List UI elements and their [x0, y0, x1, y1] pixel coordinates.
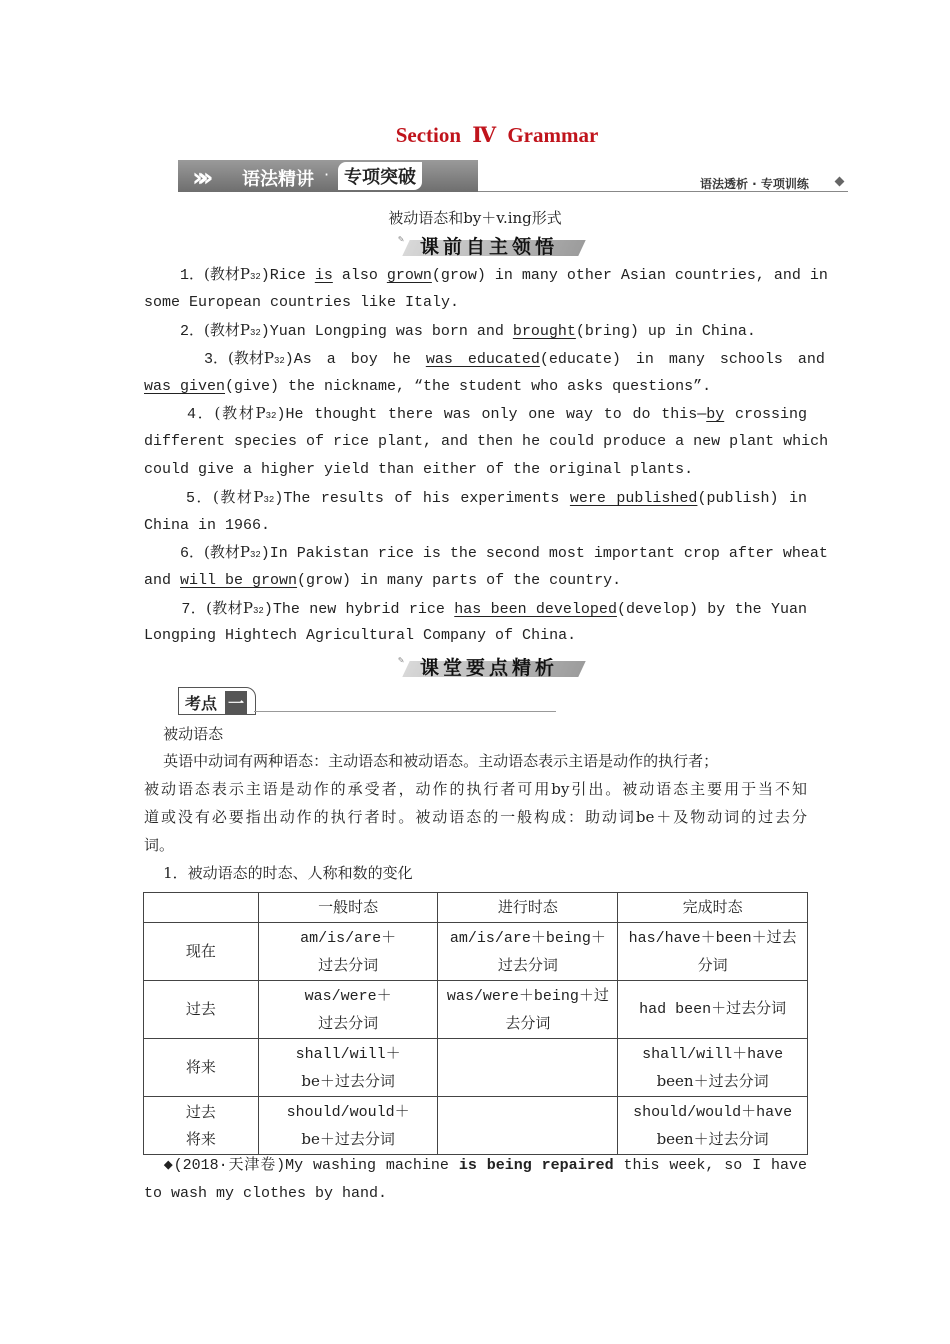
chevron-right-icon: »»	[192, 163, 202, 193]
section-header-label: 课前自主领悟	[420, 236, 559, 258]
answer-blank: were published	[569, 490, 698, 507]
para-line: 被动语态表示主语是动作的承受者，动作的执行者可用by引出。被动语态主要用于当不知	[144, 780, 807, 798]
exercise-1-line2: some European countries like Italy.	[144, 294, 460, 311]
answer-blank: was educated	[425, 351, 540, 368]
exercise-4-line3: could give a higher yield than either of the original plants.	[144, 461, 694, 478]
banner-label: 语法精讲	[242, 169, 314, 190]
list-heading: 1．被动语态的时态、人称和数的变化	[163, 864, 413, 882]
para-line: 英语中动词有两种语态：主动语态和被动语态。主动语态表示主语是动作的执行者；	[163, 752, 719, 770]
answer-blank: will be grown	[180, 572, 298, 589]
row-label: 将来	[144, 1039, 259, 1097]
header-cell: 一般时态	[258, 893, 438, 923]
para-line: 词。	[144, 836, 175, 854]
table-row	[144, 1097, 808, 1155]
diamond-icon	[835, 177, 845, 187]
section-banner	[178, 160, 478, 192]
exercise-2: 2．(教材P32)Yuan Longping was born and brought(bring) up in China.	[180, 321, 756, 340]
exercise-7: 7．(教材P32)The new hybrid rice has been developed(develop) by the Yuan	[181, 599, 808, 618]
exercise-6-line2: and will be grown(grow) in many parts of the country.	[144, 572, 622, 589]
table-cell: am/is/are＋ 过去分词	[258, 923, 438, 981]
banner-highlight-label: 专项突破	[338, 162, 422, 190]
exercise-3: 3．(教材P32)As a boy he was educated(educate) in many schools and	[204, 349, 825, 368]
table-cell: should/would＋ be＋过去分词	[258, 1097, 438, 1155]
exercise-6: 6．(教材P32)In Pakistan rice is the second most important crop after wheat	[180, 543, 828, 562]
pencil-icon: ✎	[398, 235, 405, 246]
table-row	[144, 923, 808, 981]
pencil-icon: ✎	[398, 656, 405, 667]
table-cell: am/is/are＋being＋ 过去分词	[438, 923, 618, 981]
kaodian-rule	[254, 711, 556, 712]
exercise-4: 4．(教材P32)He thought there was only one way to do this—by crossing	[186, 404, 807, 423]
table-cell: had been＋过去分词	[618, 981, 808, 1039]
page-title: Section Ⅳ Grammar	[395, 123, 599, 147]
answer-blank: by	[706, 406, 725, 423]
tense-table	[143, 892, 808, 1155]
section-header-class	[400, 653, 590, 677]
exercise-5: 5．(教材P32)The results of his experiments were published(publish) in	[186, 488, 807, 507]
answer-blank: is	[314, 267, 333, 284]
row-label: 现在	[144, 923, 259, 981]
banner-right-label: 语法透析 · 专项训练	[700, 177, 809, 191]
table-row	[144, 981, 808, 1039]
table-cell	[438, 1097, 618, 1155]
table-cell: has/have＋been＋过去 分词	[618, 923, 808, 981]
row-label: 过去 将来	[144, 1097, 259, 1155]
passive-heading: 被动语态	[163, 725, 224, 743]
row-label: 过去	[144, 981, 259, 1039]
answer-blank: was given	[144, 378, 226, 395]
answer-blank: grown	[386, 267, 432, 284]
subtitle: 被动语态和by＋v.ing形式	[388, 209, 562, 227]
kaodian-badge: 考点 一	[178, 687, 256, 715]
table-cell: was/were＋being＋过 去分词	[438, 981, 618, 1039]
table-cell: was/were＋ 过去分词	[258, 981, 438, 1039]
exercise-3-line2: was given(give) the nickname, “the student who asks questions”.	[144, 378, 712, 395]
exercise-5-line2: China in 1966.	[144, 517, 271, 534]
table-cell: shall/will＋ be＋过去分词	[258, 1039, 438, 1097]
table-cell: shall/will＋have been＋过去分词	[618, 1039, 808, 1097]
answer-blank: brought	[512, 323, 576, 340]
header-cell: 完成时态	[618, 893, 808, 923]
table-row	[144, 1039, 808, 1097]
example-sentence: ◆(2018·天津卷)My washing machine is being repaired this week, so I have	[163, 1157, 807, 1174]
exercise-4-line2: different species of rice plant, and then he could produce a new plant which	[144, 433, 829, 450]
exercise-1: 1．(教材P32)Rice is also grown(grow) in many other Asian countries, and in	[180, 265, 828, 284]
exercise-7-line2: Longping Hightech Agricultural Company of China.	[144, 627, 577, 644]
banner-dot: ·	[324, 165, 330, 184]
example-highlight: is being repaired	[458, 1157, 614, 1174]
section-header-label: 课堂要点精析	[420, 657, 559, 679]
table-cell	[438, 1039, 618, 1097]
table-cell: should/would＋have been＋过去分词	[618, 1097, 808, 1155]
example-sentence-line2: to wash my clothes by hand.	[144, 1185, 388, 1202]
answer-blank: has been developed	[454, 601, 617, 618]
section-header-preview	[400, 232, 590, 256]
table-header-row	[144, 893, 808, 923]
header-cell: 进行时态	[438, 893, 618, 923]
para-line: 道或没有必要指出动作的执行者时。被动语态的一般构成：助动词be＋及物动词的过去分	[144, 808, 807, 826]
